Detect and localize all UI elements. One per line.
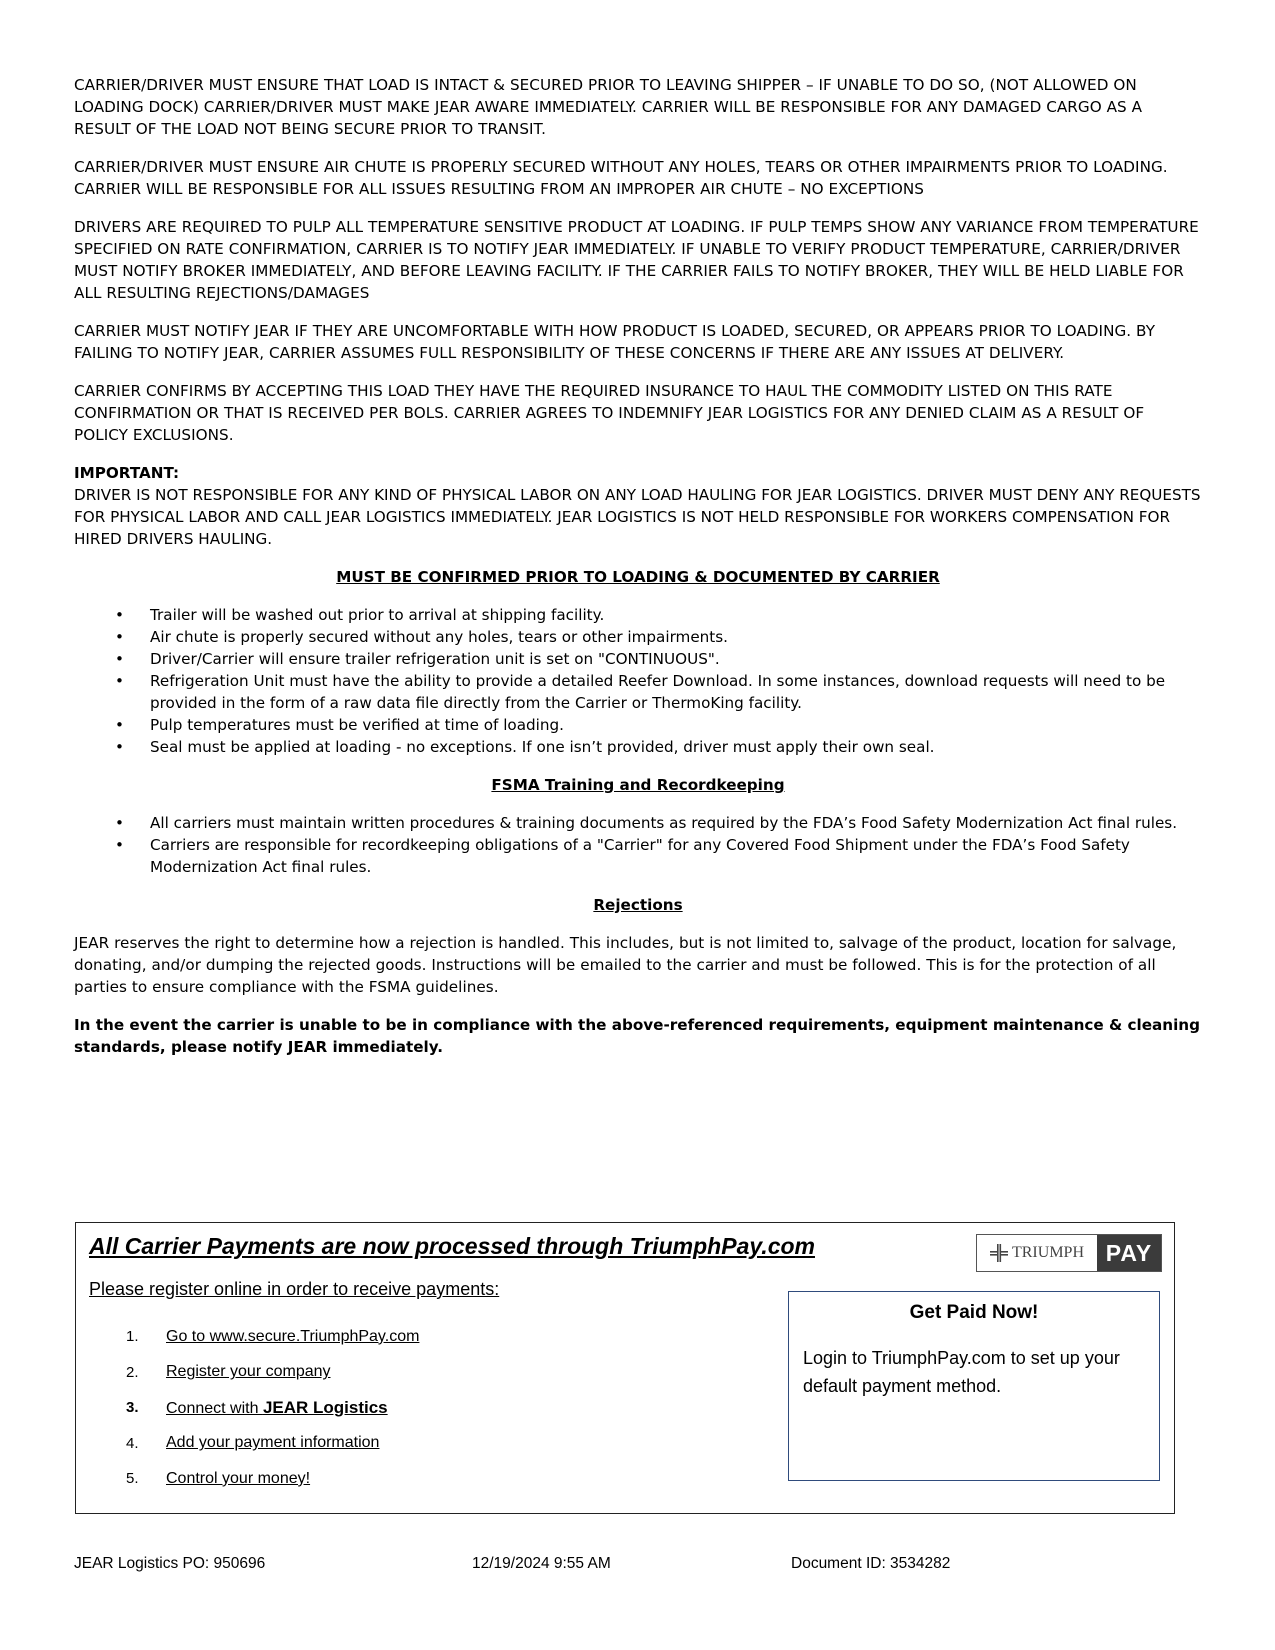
step-item: 1. Go to www.secure.TriumphPay.com (126, 1327, 420, 1346)
bullet-icon: • (115, 738, 124, 756)
rejections-heading: Rejections (593, 896, 683, 914)
bullet-icon: • (115, 628, 124, 646)
list-item: • Carriers are responsible for recordkeeping obligations of a "Carrier" for any Covered Food Shipment under the FDA’s Food Safety Modernization Act final rules. (115, 836, 1130, 876)
triumph-mark-icon (990, 1244, 1008, 1262)
list-item: • Pulp temperatures must be verified at time of loading. (115, 716, 564, 734)
terms-paragraph-pulp-temps: DRIVERS ARE REQUIRED TO PULP ALL TEMPERATURE SENSITIVE PRODUCT AT LOADING. IF PULP TEMPS SHOW ANY VARIANCE FROM TEMPERATURE SPECIFIED ON RATE CONFIRMATION, CARRIER IS TO NOTIFY JEAR IMMEDIATELY. IF UNABLE TO VERIFY PRODUCT TEMPERATURE, CARRIER/DRIVER MUST NOTIFY BROKER IMMEDIATELY, AND BEFORE LEAVING FACILITY. IF THE CARRIER FAILS TO NOTIFY BROKER, THEY WILL BE HELD LIABLE FOR ALL RESULTING REJECTIONS/DAMAGES (74, 218, 1199, 302)
compliance-notice: In the event the carrier is unable to be in compliance with the above-referenced requirements, equipment maintenance & cleaning standards, please notify JEAR immediately. (74, 1016, 1200, 1056)
fsma-section-heading: FSMA Training and Recordkeeping (491, 776, 785, 794)
payment-box-title: All Carrier Payments are now processed through TriumphPay.com (89, 1233, 815, 1259)
step-link-register[interactable]: Register your company (166, 1363, 331, 1381)
terms-content (74, 74, 1202, 1058)
list-item: • Seal must be applied at loading - no exceptions. If one isn’t provided, driver must apply their own seal. (115, 738, 935, 756)
important-heading: IMPORTANT: (74, 464, 180, 482)
step-link-go-to-site[interactable]: Go to www.secure.TriumphPay.com (166, 1327, 420, 1345)
registration-steps (89, 1319, 689, 1497)
bullet-icon: • (115, 716, 124, 734)
terms-paragraph-notify-jear: CARRIER MUST NOTIFY JEAR IF THEY ARE UNCOMFORTABLE WITH HOW PRODUCT IS LOADED, SECURED, OR APPEARS PRIOR TO LOADING. BY FAILING TO NOTIFY JEAR, CARRIER ASSUMES FULL RESPONSIBILITY OF THESE CONCERNS IF THERE ARE ANY ISSUES AT DELIVERY. (74, 322, 1156, 362)
list-item: • Air chute is properly secured without any holes, tears or other impairments. (115, 628, 729, 646)
list-item: • Driver/Carrier will ensure trailer refrigeration unit is set on "CONTINUOUS". (115, 650, 720, 668)
terms-paragraph-air-chute: CARRIER/DRIVER MUST ENSURE AIR CHUTE IS PROPERLY SECURED WITHOUT ANY HOLES, TEARS OR OTHER IMPAIRMENTS PRIOR TO LOADING. CARRIER WILL BE RESPONSIBLE FOR ALL ISSUES RESULTING FROM AN IMPROPER AIR CHUTE – NO EXCEPTIONS (74, 158, 1168, 198)
rejections-body: JEAR reserves the right to determine how a rejection is handled. This includes, but is not limited to, salvage of the product, location for salvage, donating, and/or dumping the rejected goods. Instructions will be emailed to the carrier and must be followed. This is for the protection of all parties to ensure compliance with the FSMA guidelines. (74, 934, 1177, 996)
bullet-icon: • (115, 650, 124, 668)
confirm-section-heading: MUST BE CONFIRMED PRIOR TO LOADING & DOCUMENTED BY CARRIER (336, 568, 940, 586)
bullet-icon: • (115, 836, 124, 854)
footer-datetime: 12/19/2024 9:55 AM (472, 1555, 611, 1572)
confirm-list (74, 604, 1202, 758)
fsma-list (74, 812, 1202, 878)
payment-box-subtitle: Please register online in order to receive payments: (89, 1279, 500, 1299)
list-item: • Refrigeration Unit must have the ability to provide a detailed Reefer Download. In some instances, download requests will need to be provided in the form of a raw data file directly from the Carrier or ThermoKing facility. (115, 672, 1166, 712)
footer-po-number: JEAR Logistics PO: 950696 (74, 1555, 266, 1572)
step-link-control-money[interactable]: Control your money! (166, 1469, 311, 1487)
bullet-icon: • (115, 672, 124, 690)
payment-info-box (75, 1222, 1175, 1514)
terms-paragraph-insurance: CARRIER CONFIRMS BY ACCEPTING THIS LOAD THEY HAVE THE REQUIRED INSURANCE TO HAUL THE COMMODITY LISTED ON THIS RATE CONFIRMATION OR THAT IS RECEIVED PER BOLS. CARRIER AGREES TO INDEMNIFY JEAR LOGISTICS FOR ANY DENIED CLAIM AS A RESULT OF POLICY EXCLUSIONS. (74, 382, 1145, 444)
triumph-pay-logo: TRIUMPH PAY (976, 1234, 1162, 1272)
step-item: 5. Control your money! (126, 1469, 311, 1488)
callout-body: Login to TriumphPay.com to set up your default payment method. (803, 1348, 1120, 1396)
step-item: 3. Connect with JEAR Logistics (126, 1397, 388, 1417)
bullet-icon: • (115, 814, 124, 832)
list-item: • All carriers must maintain written procedures & training documents as required by the FDA’s Food Safety Modernization Act final rules. (115, 814, 1178, 832)
callout-heading: Get Paid Now! (909, 1302, 1039, 1323)
step-link-payment-info[interactable]: Add your payment information (166, 1434, 380, 1452)
terms-paragraph-load-secured: CARRIER/DRIVER MUST ENSURE THAT LOAD IS INTACT & SECURED PRIOR TO LEAVING SHIPPER – IF UNABLE TO DO SO, (NOT ALLOWED ON LOADING DOCK) CARRIER/DRIVER MUST MAKE JEAR AWARE IMMEDIATELY. CARRIER WILL BE RESPONSIBLE FOR ANY DAMAGED CARGO AS A RESULT OF THE LOAD NOT BEING SECURE PRIOR TO TRANSIT. (74, 76, 1143, 138)
step-item: 4. Add your payment information (126, 1434, 380, 1452)
get-paid-callout (788, 1291, 1160, 1481)
step-link-connect[interactable]: Connect with JEAR Logistics (166, 1397, 388, 1417)
page-footer (74, 1555, 1174, 1579)
step-item: 2. Register your company (126, 1363, 331, 1381)
footer-document-id: Document ID: 3534282 (791, 1555, 951, 1572)
bullet-icon: • (115, 606, 124, 624)
important-body: DRIVER IS NOT RESPONSIBLE FOR ANY KIND OF PHYSICAL LABOR ON ANY LOAD HAULING FOR JEAR LOGISTICS. DRIVER MUST DENY ANY REQUESTS FOR PHYSICAL LABOR AND CALL JEAR LOGISTICS IMMEDIATELY. JEAR LOGISTICS IS NOT HELD RESPONSIBLE FOR WORKERS COMPENSATION FOR HIRED DRIVERS HAULING. (74, 486, 1201, 548)
list-item: • Trailer will be washed out prior to arrival at shipping facility. (115, 606, 605, 624)
